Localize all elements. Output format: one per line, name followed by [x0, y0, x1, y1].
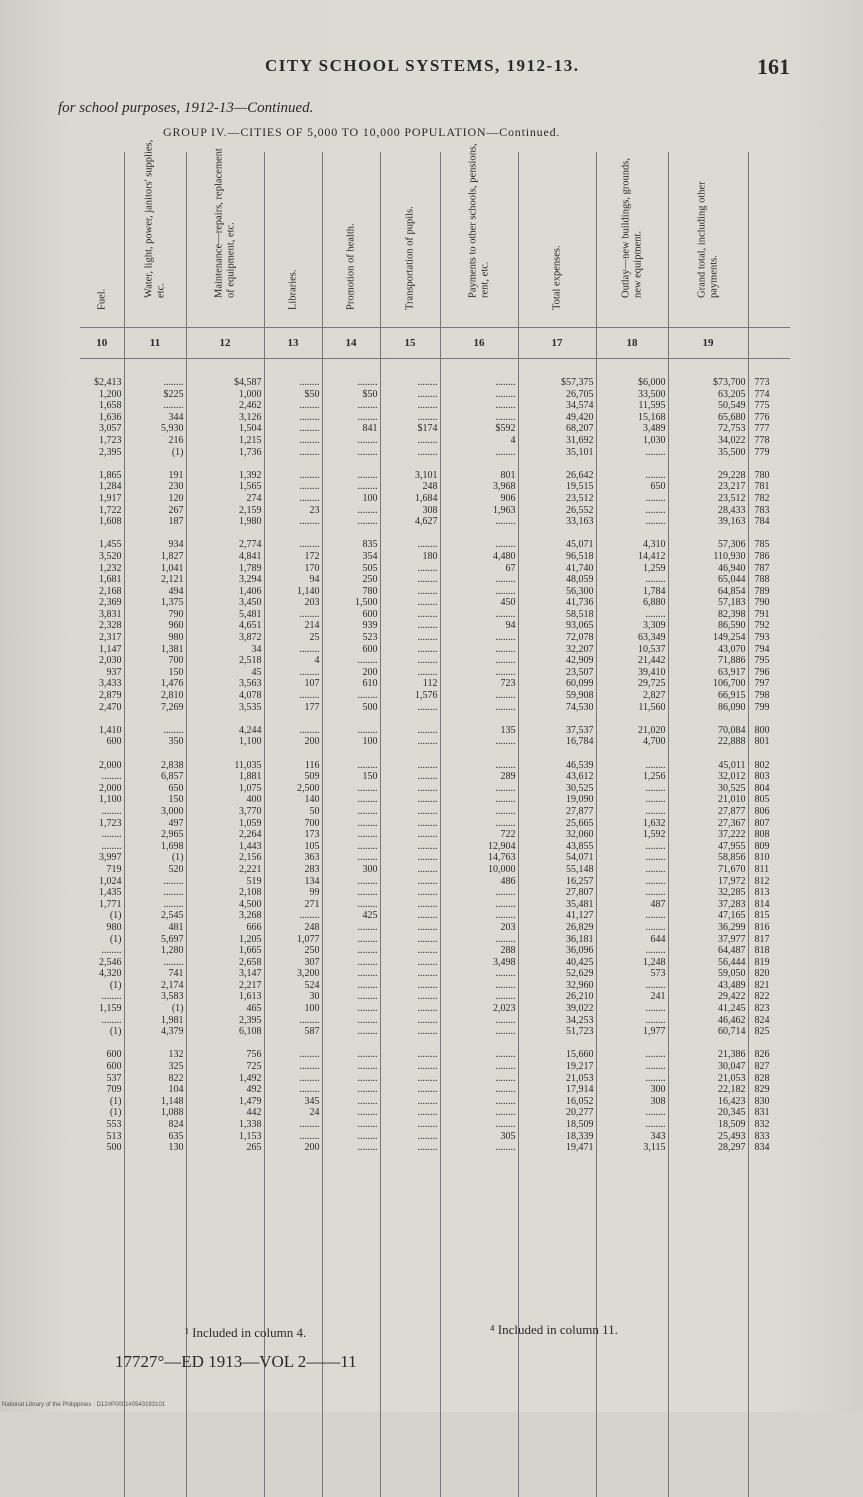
col-header-label: Grand total, including other payments.: [697, 138, 720, 298]
column-water-light-values: ........ $225 ........ 344 5,930 216 (1) 191 230 120 267 187 934 1,827 1,041 2,121 494 1,375 790 960 980 1,381 700 150 1,476 2,810 7,269 ........ 350 2,838 6,857 650 150 3,000 497 2,965 1,698 (1) 520 ........ ........ ........ 2,545 481 5,697 1,280 ........ 741 2,174 3,583 (1) 1,981 4,379 132 325 822 104 1,148 1,088 824 635 130: [125, 377, 186, 1154]
footnote-left: ¹ Included in column 4.: [185, 1325, 306, 1341]
running-title: CITY SCHOOL SYSTEMS, 1912-13.: [265, 56, 579, 76]
col-header-label: Payments to other schools, pensions, rent, etc.: [468, 138, 491, 298]
column-transportation-values: ........ ........ ........ ........ $174 ........ ........ 3,101 248 1,684 308 4,627 ........ 180 ........ ........ ........ ........ ........ ........ ........ ........ ........ ........ 112 1,576 ........ ........ ........ ........ ........ ........ ........ ........ ........ ........ ........ ........ ........ ........ ........ ........ ........ ........ ........ ........ ........ ........ ........ ........ ........ ........ ........ ........ ........ ........ ........ ........ ........ ........ ........ ........: [381, 377, 440, 1154]
col-number: 12: [186, 328, 264, 359]
col-header-10: [80, 152, 124, 328]
col-header-label: Transportation of pupils.: [404, 150, 416, 310]
expenditure-table: [80, 152, 790, 1497]
col-header-label: Outlay—new buildings, grounds, new equipment.: [621, 138, 644, 298]
col-header-label: Water, light, power, janitors' supplies, etc.: [144, 138, 167, 298]
column-header-row: [80, 152, 790, 328]
footnote-right: ⁴ Included in column 11.: [490, 1322, 618, 1338]
col-header-label: Fuel.: [96, 150, 108, 310]
col-number: 10: [80, 328, 124, 359]
column-number-row: [80, 328, 790, 359]
column-outlay-values: $6,000 33,500 11,595 15,168 3,489 1,030 ........ ........ 650 ........ ........ ........ 4,310 14,412 1,259 ........ 1,784 6,880 ........ 3,309 63,349 10,537 21,442 39,410 29,725 2,827 11,560 21,020 4,700 ........ 1,256 ........ ........ ........ 1,632 1,592 ........ ........ ........ ........ ........ 487 ........ ........ 644 ........ 1,248 573 ........ 241 ........ ........ 1,977 ........ ........ ........ 300 308 ........ ........ 343 3,115: [597, 377, 668, 1154]
library-stamp: National Library of the Philippines · D12#P0001#0543193101: [2, 1402, 165, 1408]
col-header-15: [380, 152, 440, 328]
column-libraries-values: ........ $50 ........ ........ ........ ........ ........ ........ ........ ........ 23 ........ ........ 172 170 94 1,140 203 ........ 214 25 ........ 4 ........ 107 ........ 177 ........ 200 116 509 2,500 140 50 700 173 105 363 283 134 99 271 ........ 248 1,077 250 307 3,200 524 30 100 ........ 587 ........ ........ ........ ........ 345 24 ........ ........ 200: [265, 377, 322, 1154]
col-header-11: [124, 152, 186, 328]
col-header-19: [668, 152, 748, 328]
page-number: 161: [757, 54, 790, 80]
row-number-spacer: [748, 328, 790, 359]
col-header-17: [518, 152, 596, 328]
col-number: 13: [264, 328, 322, 359]
col-number: 18: [596, 328, 668, 359]
col-header-label: Libraries.: [287, 150, 299, 310]
col-number: 11: [124, 328, 186, 359]
col-number: 19: [668, 328, 748, 359]
col-header-14: [322, 152, 380, 328]
col-number: 17: [518, 328, 596, 359]
column-maintenance-values: $4,587 1,000 2,462 3,126 1,504 1,215 1,736 1,392 1,565 274 2,159 1,980 2,774 4,841 1,789 3,294 1,406 3,450 5,481 4,651 3,872 34 2,518 45 3,563 4,078 3,535 4,244 1,100 11,035 1,881 1,075 400 3,770 1,059 2,264 1,443 2,156 2,221 519 2,108 4,500 3,268 666 1,205 1,665 2,658 3,147 2,217 1,613 465 2,395 6,108 756 725 1,492 492 1,479 442 1,338 1,153 265: [187, 377, 264, 1154]
signature-line: 17727°—ED 1913—VOL 2——11: [115, 1352, 357, 1372]
col-header-label: Maintenance—repairs, replacement of equipment, etc.: [214, 138, 237, 298]
col-header-label: Total expenses.: [551, 150, 563, 310]
table-subtitle: for school purposes, 1912-13—Continued.: [58, 100, 313, 117]
group-title: GROUP IV.—CITIES OF 5,000 TO 10,000 POPULATION—Continued.: [163, 125, 560, 140]
column-payments-values: ........ ........ ........ ........ $592 4 ........ 801 3,968 906 1,963 ........ ........ 4,480 67 ........ ........ 450 ........ 94 ........ ........ ........ ........ 723 ........ ........ 135 ........ ........ 289 ........ ........ ........ ........ 722 12,904 14,763 10,000 486 ........ ........ ........ 203 ........ 288 3,498 ........ ........ ........ 2,023 ........ ........ ........ ........ ........ ........ ........ ........ ........ 305 ........: [441, 377, 518, 1154]
row-numbers: 773 774 775 776 777 778 779 780 781 782 783 784 785 786 787 788 789 790 791 792 793 794 795 796 797 798 799 800 801 802 803 804 805 806 807 808 809 810 811 812 813 814 815 816 817 818 819 820 821 822 823 824 825 826 827 828 829 830 831 832 833 834: [749, 377, 791, 1154]
column-health-values: ........ $50 ........ ........ 841 ........ ........ ........ ........ 100 ........ ........ 835 354 505 250 780 1,500 600 939 523 600 ........ 200 610 ........ 500 ........ 100 ........ 150 ........ ........ ........ ........ ........ ........ ........ 300 ........ ........ ........ 425 ........ ........ ........ ........ ........ ........ ........ ........ ........ ........ ........ ........ ........ ........ ........ ........ ........ ........ ........: [323, 377, 380, 1154]
col-number: 15: [380, 328, 440, 359]
col-header-label: Promotion of health.: [345, 150, 357, 310]
col-header-12: [186, 152, 264, 328]
col-header-18: [596, 152, 668, 328]
column-fuel-values: $2,413 1,200 1,658 1,636 3,057 1,723 2,395 1,865 1,284 1,917 1,722 1,608 1,455 3,520 1,232 1,681 2,168 2,369 3,831 2,328 2,317 1,147 2,030 937 3,433 2,879 2,470 1,410 600 2,000 ........ 2,000 1,100 ........ 1,723 ........ ........ 3,997 719 1,024 1,435 1,771 (1) 980 (1) ........ 2,546 4,320 (1) ........ 1,159 ........ (1) 600 600 537 709 (1) (1) 553 513 500: [80, 377, 124, 1154]
col-number: 14: [322, 328, 380, 359]
column-grand-total-values: $73,700 63,205 50,549 65,680 72,753 34,022 35,500 29,228 23,217 23,512 28,433 39,163 57,306 110,930 46,940 65,044 64,854 57,183 82,398 86,590 149,254 43,070 71,886 63,917 106,700 66,915 86,090 70,084 22,888 45,011 32,012 30,525 21,010 27,877 27,367 37,222 47,955 58,856 71,670 17,972 32,285 37,283 47,165 36,299 37,977 64,487 56,444 59,050 43,489 29,422 41,245 46,462 60,714 21,386 30,047 21,053 22,182 16,423 20,345 18,509 25,493 28,297: [669, 377, 748, 1154]
col-header-16: [440, 152, 518, 328]
col-number: 16: [440, 328, 518, 359]
row-number-header: [748, 152, 790, 328]
column-total-expenses-values: $57,375 26,705 34,574 49,420 68,207 31,692 35,101 26,642 19,515 23,512 26,552 33,163 45,071 96,518 41,740 48,059 56,300 41,736 58,518 93,065 72,078 32,207 42,909 23,507 60,099 59,908 74,530 37,537 16,784 46,539 43,612 30,525 19,090 27,877 25,665 32,060 43,855 54,071 55,148 16,257 27,807 35,481 41,127 26,829 36,181 36,096 40,425 52,629 32,960 26,210 39,022 34,253 51,723 15,660 19,217 21,053 17,914 16,052 20,277 18,509 18,339 19,471: [519, 377, 596, 1154]
col-header-13: [264, 152, 322, 328]
